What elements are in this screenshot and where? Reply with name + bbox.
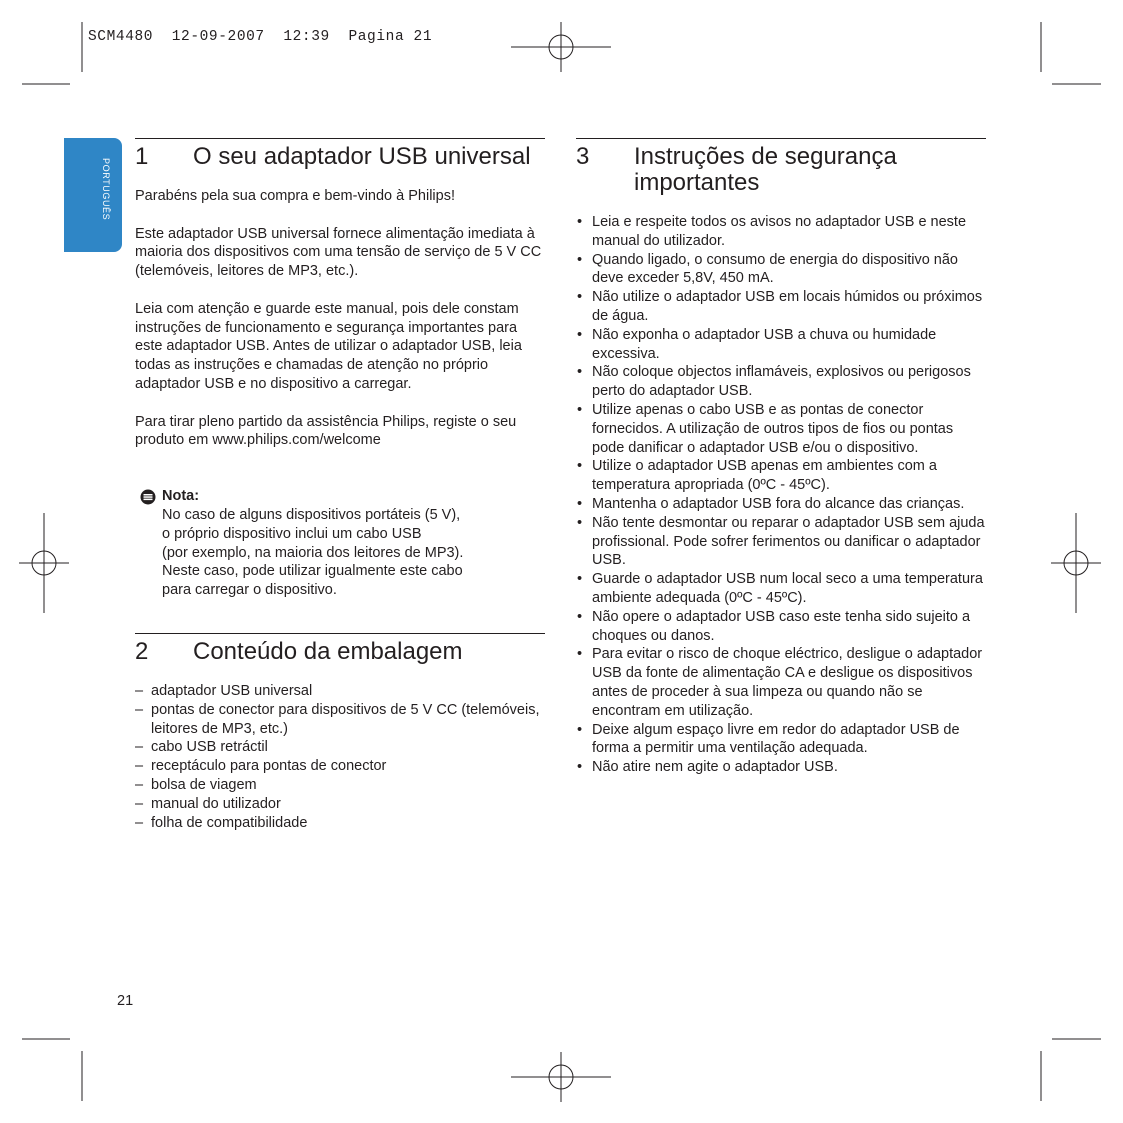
section-3-heading (576, 144, 986, 196)
registration-target-bottom (511, 1052, 611, 1102)
list-item: • Utilize apenas o cabo USB e as pontas de conector fornecidos. A utilização de outros tipos de fios ou pontas pode danificar o adaptador USB e/ou o dispositivo. (576, 401, 986, 457)
section-1-paragraph: Leia com atenção e guarde este manual, pois dele constam instruções de funcionamento e segurança importantes para este adaptador USB. Antes de utilizar o adaptador USB, leia todas as instruções e chamadas de atenção no próprio adaptador USB e no dispositivo a carregar. (135, 300, 522, 392)
list-item: • Não opere o adaptador USB caso este tenha sido sujeito a choques ou danos. (576, 608, 986, 646)
section-1-paragraph: Parabéns pela sua compra e bem-vindo à Philips! (135, 188, 455, 204)
page-number: 21 (117, 993, 134, 1009)
section-2-number: 2 (135, 637, 149, 665)
list-item: • Utilize o adaptador USB apenas em ambientes com a temperatura apropriada (0ºC - 45ºC). (576, 457, 986, 495)
list-item: – bolsa de viagem (135, 776, 545, 795)
note-line: Neste caso, pode utilizar igualmente este cabo (162, 563, 463, 580)
list-item: • Não tente desmontar ou reparar o adaptador USB sem ajuda profissional. Pode sofrer ferimentos ou danificar o adaptador USB. (576, 514, 986, 570)
language-tab (64, 138, 122, 252)
section-1-title: O seu adaptador USB universal (193, 143, 531, 170)
right-column (576, 138, 986, 777)
section-1-heading (135, 144, 545, 170)
list-item: – adaptador USB universal (135, 682, 545, 701)
note-icon (140, 489, 156, 505)
left-column (135, 138, 545, 832)
section-2-title: Conteúdo da embalagem (193, 637, 463, 665)
list-item: • Guarde o adaptador USB num local seco a uma temperatura ambiente adequada (0ºC - 45ºC). (576, 570, 986, 608)
section-1-paragraph: Este adaptador USB universal fornece alimentação imediata à maioria dos dispositivos com uma tensão de serviço de 5 V CC (telemóveis, leitores de MP3, etc.). (135, 225, 542, 280)
note-line: o próprio dispositivo inclui um cabo USB (162, 525, 422, 542)
list-item: – folha de compatibilidade (135, 814, 545, 833)
note-box (162, 487, 545, 600)
note-line: (por exemplo, na maioria dos leitores de MP3). (162, 544, 464, 561)
list-item: • Não exponha o adaptador USB a chuva ou humidade excessiva. (576, 326, 986, 364)
section-3-rule (576, 138, 986, 139)
registration-target-top (511, 22, 611, 72)
list-item: • Mantenha o adaptador USB fora do alcance das crianças. (576, 495, 986, 514)
list-item: • Não utilize o adaptador USB em locais húmidos ou próximos de água. (576, 288, 986, 326)
registration-target-right (1051, 513, 1101, 613)
section-3-title: Instruções de segurança importantes (634, 143, 897, 196)
language-tab-label-wrap (100, 158, 112, 232)
note-line: No caso de alguns dispositivos portáteis (5 V), (162, 506, 461, 523)
section-1-rule (135, 138, 545, 139)
registration-target-left (19, 513, 69, 613)
section-3-number: 3 (576, 143, 590, 170)
list-item: – pontas de conector para dispositivos de 5 V CC (telemóveis, leitores de MP3, etc.) (135, 701, 545, 739)
list-item: • Não atire nem agite o adaptador USB. (576, 758, 986, 777)
list-item: • Leia e respeite todos os avisos no adaptador USB e neste manual do utilizador. (576, 213, 986, 251)
section-2-heading (135, 639, 545, 665)
package-contents-list (135, 682, 545, 832)
note-label: Nota: (162, 488, 200, 505)
note-line: para carregar o dispositivo. (162, 582, 337, 599)
section-1-paragraph: Para tirar pleno partido da assistência Philips, registe o seu produto em www.philips.com/welcome (135, 413, 517, 449)
safety-instructions-list (576, 213, 986, 777)
list-item: • Para evitar o risco de choque eléctrico, desligue o adaptador USB da fonte de alimentação CA e desligue os dispositivos antes de proceder à sua limpeza ou quando não se encontram em utilização. (576, 645, 986, 720)
list-item: – receptáculo para pontas de conector (135, 757, 545, 776)
list-item: • Quando ligado, o consumo de energia do dispositivo não deve exceder 5,8V, 450 mA. (576, 251, 986, 289)
list-item: – cabo USB retráctil (135, 738, 545, 757)
list-item: – manual do utilizador (135, 795, 545, 814)
section-2-rule (135, 633, 545, 634)
section-1-number: 1 (135, 143, 149, 170)
print-slug: SCM4480 12-09-2007 12:39 Pagina 21 (88, 29, 433, 45)
list-item: • Não coloque objectos inflamáveis, explosivos ou perigosos perto do adaptador USB. (576, 363, 986, 401)
language-tab-label: PORTUGUÊS (101, 158, 111, 221)
list-item: • Deixe algum espaço livre em redor do adaptador USB de forma a permitir uma ventilação adequada. (576, 721, 986, 759)
